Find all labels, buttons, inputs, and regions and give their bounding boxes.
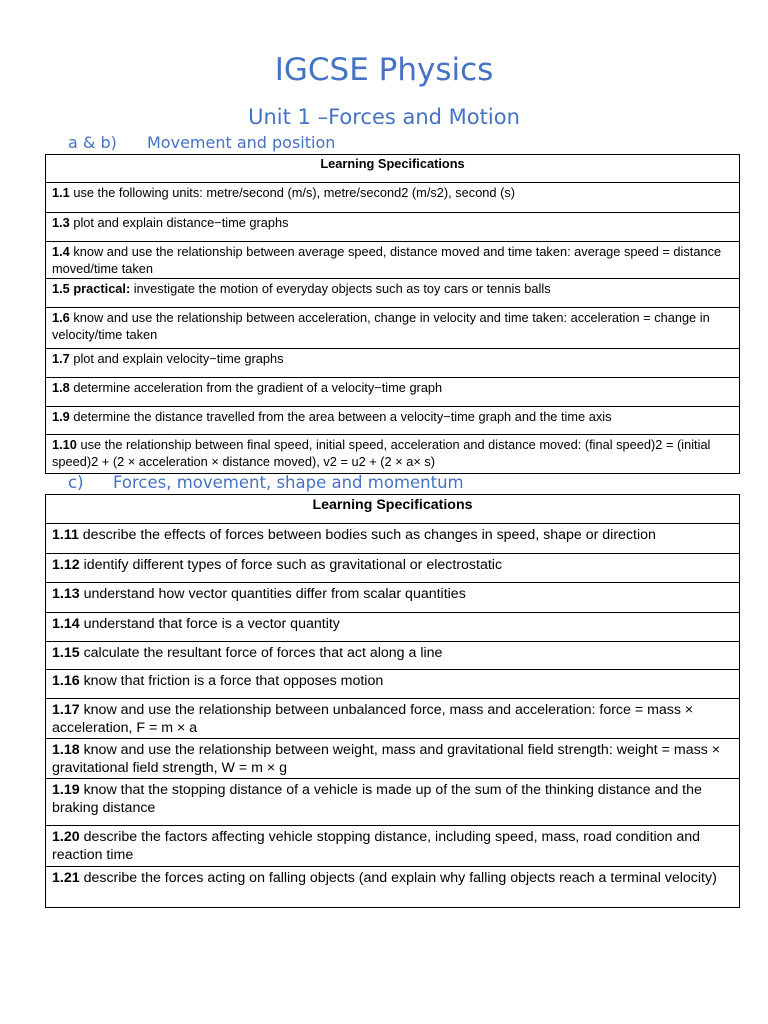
spec-code: 1.11 xyxy=(52,527,79,543)
spec-text: determine acceleration from the gradient of a velocity−time graph xyxy=(69,380,443,395)
spec-text: determine the distance travelled from the area between a velocity−time graph and the time axis xyxy=(69,409,612,424)
table-row xyxy=(46,642,740,670)
spec-code: 1.1 xyxy=(52,185,70,200)
section-heading-forces xyxy=(68,473,464,492)
table-row xyxy=(46,670,740,699)
spec-text: understand that force is a vector quantity xyxy=(79,616,340,632)
spec-table-movement xyxy=(45,154,740,474)
section-title: Movement and position xyxy=(147,133,336,152)
unit-title: Unit 1 –Forces and Motion xyxy=(248,105,520,129)
spec-text: know that the stopping distance of a vehicle is made up of the sum of the thinking distance and the braking distance xyxy=(52,781,702,817)
table-row xyxy=(46,378,740,407)
spec-text: describe the effects of forces between bodies such as changes in speed, shape or direction xyxy=(78,527,656,543)
spec-text: describe the forces acting on falling objects (and explain why falling objects reach a terminal velocity) xyxy=(79,869,717,886)
spec-text: investigate the motion of everyday objects such as toy cars or tennis balls xyxy=(130,281,551,296)
spec-text: know that friction is a force that opposes motion xyxy=(79,673,384,689)
section-title: Forces, movement, shape and momentum xyxy=(113,473,464,492)
spec-code: 1.8 xyxy=(52,380,70,395)
spec-text: describe the factors affecting vehicle stopping distance, including speed, mass, road condition and reaction time xyxy=(52,828,701,864)
table-row xyxy=(46,613,740,642)
table-header: Learning Specifications xyxy=(46,495,740,524)
table-row xyxy=(46,778,740,825)
page-title: IGCSE Physics xyxy=(274,52,494,88)
spec-text: plot and explain velocity−time graphs xyxy=(69,351,284,366)
spec-text: use the following units: metre/second (m/s), metre/second2 (m/s2), second (s) xyxy=(69,185,516,200)
spec-code: 1.12 xyxy=(52,557,80,573)
spec-text: know and use the relationship between average speed, distance moved and time taken: average speed = distance moved/time taken xyxy=(52,244,722,276)
spec-code: 1.19 xyxy=(52,781,80,798)
table-row xyxy=(46,349,740,378)
spec-code: 1.16 xyxy=(52,673,80,689)
table-row xyxy=(46,242,740,279)
spec-code: 1.17 xyxy=(52,702,80,718)
spec-code: 1.6 xyxy=(52,310,70,325)
spec-code: 1.13 xyxy=(52,586,80,602)
table-header: Learning Specifications xyxy=(46,155,740,183)
table-row xyxy=(46,583,740,613)
spec-text: know and use the relationship between acceleration, change in velocity and time taken: acceleration = change in velocity/time taken xyxy=(52,310,710,342)
table-row xyxy=(46,524,740,554)
spec-table-forces xyxy=(45,494,740,908)
spec-code: 1.14 xyxy=(52,616,80,632)
section-label: a & b) xyxy=(68,133,117,152)
table-row xyxy=(46,554,740,583)
table-row xyxy=(46,183,740,213)
table-row xyxy=(46,279,740,308)
spec-text: understand how vector quantities differ from scalar quantities xyxy=(79,586,466,602)
spec-code: 1.7 xyxy=(52,351,70,366)
spec-code: 1.20 xyxy=(52,828,80,845)
table-row xyxy=(46,213,740,242)
spec-code: 1.18 xyxy=(52,741,80,758)
spec-code: 1.5 practical: xyxy=(52,281,131,296)
table-row xyxy=(46,308,740,349)
spec-code: 1.3 xyxy=(52,215,70,230)
spec-code: 1.15 xyxy=(52,645,80,661)
spec-code: 1.9 xyxy=(52,409,70,424)
spec-code: 1.4 xyxy=(52,244,70,259)
section-label: c) xyxy=(68,473,84,492)
table-row xyxy=(46,435,740,474)
spec-text: identify different types of force such as gravitational or electrostatic xyxy=(79,557,503,573)
spec-text: know and use the relationship between weight, mass and gravitational field strength: weight = mass × gravitational field strength, W = m × g xyxy=(52,741,721,777)
spec-code: 1.10 xyxy=(52,437,77,452)
table-row xyxy=(46,407,740,435)
spec-text: know and use the relationship between unbalanced force, mass and acceleration: force = mass × acceleration, F = m × a xyxy=(52,702,694,737)
spec-text: use the relationship between final speed, initial speed, acceleration and distance moved: (final speed)2 = (initial speed)2 + (2 × acceleration × distance moved), v2 = u2 + (2 × a× s) xyxy=(52,437,711,469)
table-row xyxy=(46,738,740,778)
section-heading-movement xyxy=(68,133,335,152)
table-row xyxy=(46,699,740,739)
spec-text: calculate the resultant force of forces that act along a line xyxy=(79,645,443,661)
spec-text: plot and explain distance−time graphs xyxy=(69,215,289,230)
spec-code: 1.21 xyxy=(52,869,80,886)
table-row xyxy=(46,866,740,907)
table-row xyxy=(46,825,740,866)
